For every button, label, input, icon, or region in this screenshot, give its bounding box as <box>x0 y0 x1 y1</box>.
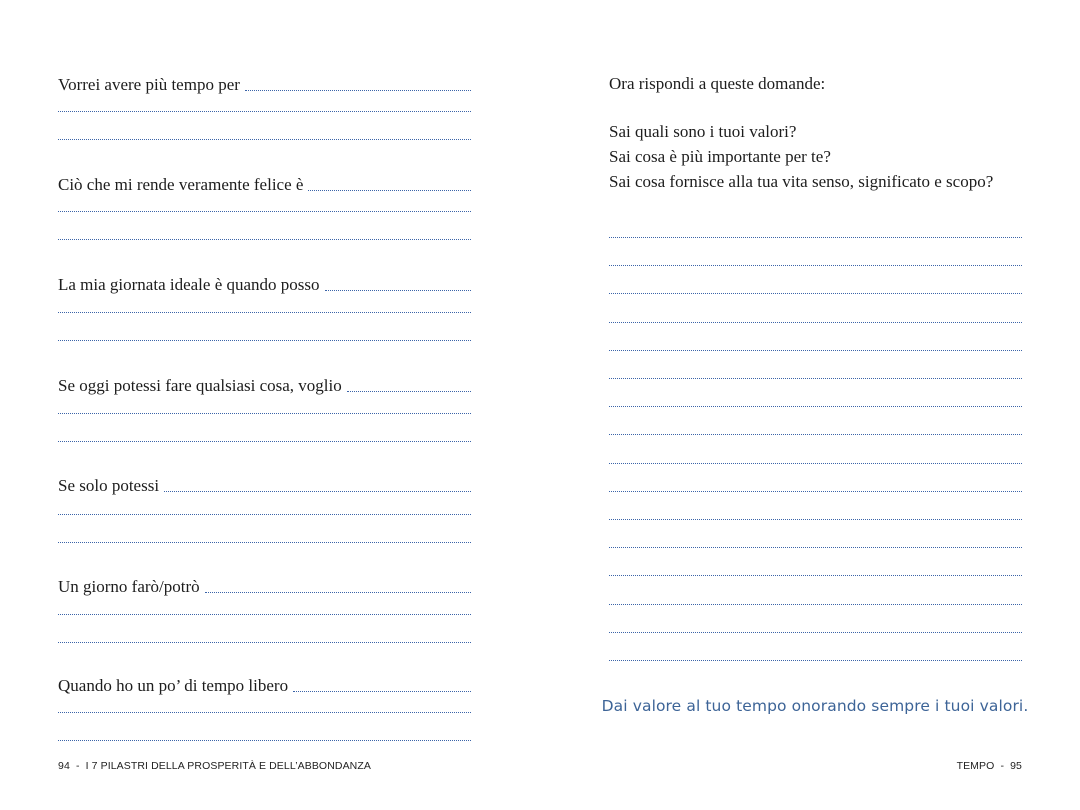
prompt-text: Se solo potessi <box>58 476 160 495</box>
answer-line[interactable] <box>609 265 1022 266</box>
question: Sai cosa fornisce alla tua vita senso, significato e scopo? <box>609 172 994 191</box>
answer-line[interactable] <box>609 547 1022 548</box>
answer-line[interactable] <box>58 514 471 515</box>
answer-line[interactable] <box>58 312 471 313</box>
prompt-row <box>58 172 471 196</box>
prompt-row <box>58 373 471 397</box>
chapter-name: TEMPO <box>956 760 995 772</box>
prompt-text: Quando ho un po’ di tempo libero <box>58 676 289 695</box>
footer-right <box>957 760 1022 772</box>
answer-line[interactable] <box>609 378 1022 379</box>
answer-line[interactable] <box>58 211 471 212</box>
answer-line[interactable] <box>58 642 471 643</box>
footer-separator: - <box>75 760 80 772</box>
prompt-row <box>58 673 471 697</box>
answer-line[interactable] <box>609 237 1022 238</box>
quote: Dai valore al tuo tempo onorando sempre i tuoi valori. <box>601 697 1029 715</box>
prompt-text: Ciò che mi rende veramente felice è <box>58 175 304 194</box>
page-number: 94 <box>58 760 70 772</box>
answer-line[interactable] <box>609 322 1022 323</box>
answer-line[interactable] <box>58 712 471 713</box>
answer-line[interactable] <box>205 592 471 593</box>
answer-line[interactable] <box>609 604 1022 605</box>
answer-line[interactable] <box>58 614 471 615</box>
prompt-row <box>58 574 471 598</box>
answer-line[interactable] <box>609 632 1022 633</box>
answer-line[interactable] <box>58 740 471 741</box>
answer-line[interactable] <box>609 293 1022 294</box>
footer-left <box>58 760 371 772</box>
answer-line[interactable] <box>58 441 471 442</box>
answer-line[interactable] <box>308 190 471 191</box>
answer-line[interactable] <box>164 491 471 492</box>
answer-line[interactable] <box>58 413 471 414</box>
answer-line[interactable] <box>609 350 1022 351</box>
prompt-text: La mia giornata ideale è quando posso <box>58 275 320 294</box>
answer-line[interactable] <box>609 491 1022 492</box>
answer-line[interactable] <box>609 434 1022 435</box>
page-number: 95 <box>1010 760 1022 772</box>
answer-line[interactable] <box>58 542 471 543</box>
answer-line[interactable] <box>609 463 1022 464</box>
book-title: I 7 PILASTRI DELLA PROSPERITÀ E DELL’ABBONDANZA <box>85 760 371 772</box>
footer-separator: - <box>1000 760 1005 772</box>
intro-text: Ora rispondi a queste domande: <box>609 74 826 93</box>
prompt-text: Vorrei avere più tempo per <box>58 75 240 94</box>
prompt-row <box>58 272 471 296</box>
answer-line[interactable] <box>58 111 471 112</box>
answer-line[interactable] <box>609 660 1022 661</box>
answer-line[interactable] <box>58 239 471 240</box>
answer-line[interactable] <box>347 391 471 392</box>
answer-line[interactable] <box>58 139 471 140</box>
question: Sai quali sono i tuoi valori? <box>609 122 797 141</box>
prompt-text: Se oggi potessi fare qualsiasi cosa, voglio <box>58 376 342 395</box>
answer-line[interactable] <box>609 406 1022 407</box>
answer-line[interactable] <box>245 90 471 91</box>
question: Sai cosa è più importante per te? <box>609 147 831 166</box>
prompt-row <box>58 473 471 497</box>
prompt-row <box>58 72 471 96</box>
answer-line[interactable] <box>293 691 471 692</box>
prompt-text: Un giorno farò/potrò <box>58 577 200 596</box>
answer-line[interactable] <box>325 290 471 291</box>
answer-line[interactable] <box>58 340 471 341</box>
answer-line[interactable] <box>609 575 1022 576</box>
answer-line[interactable] <box>609 519 1022 520</box>
